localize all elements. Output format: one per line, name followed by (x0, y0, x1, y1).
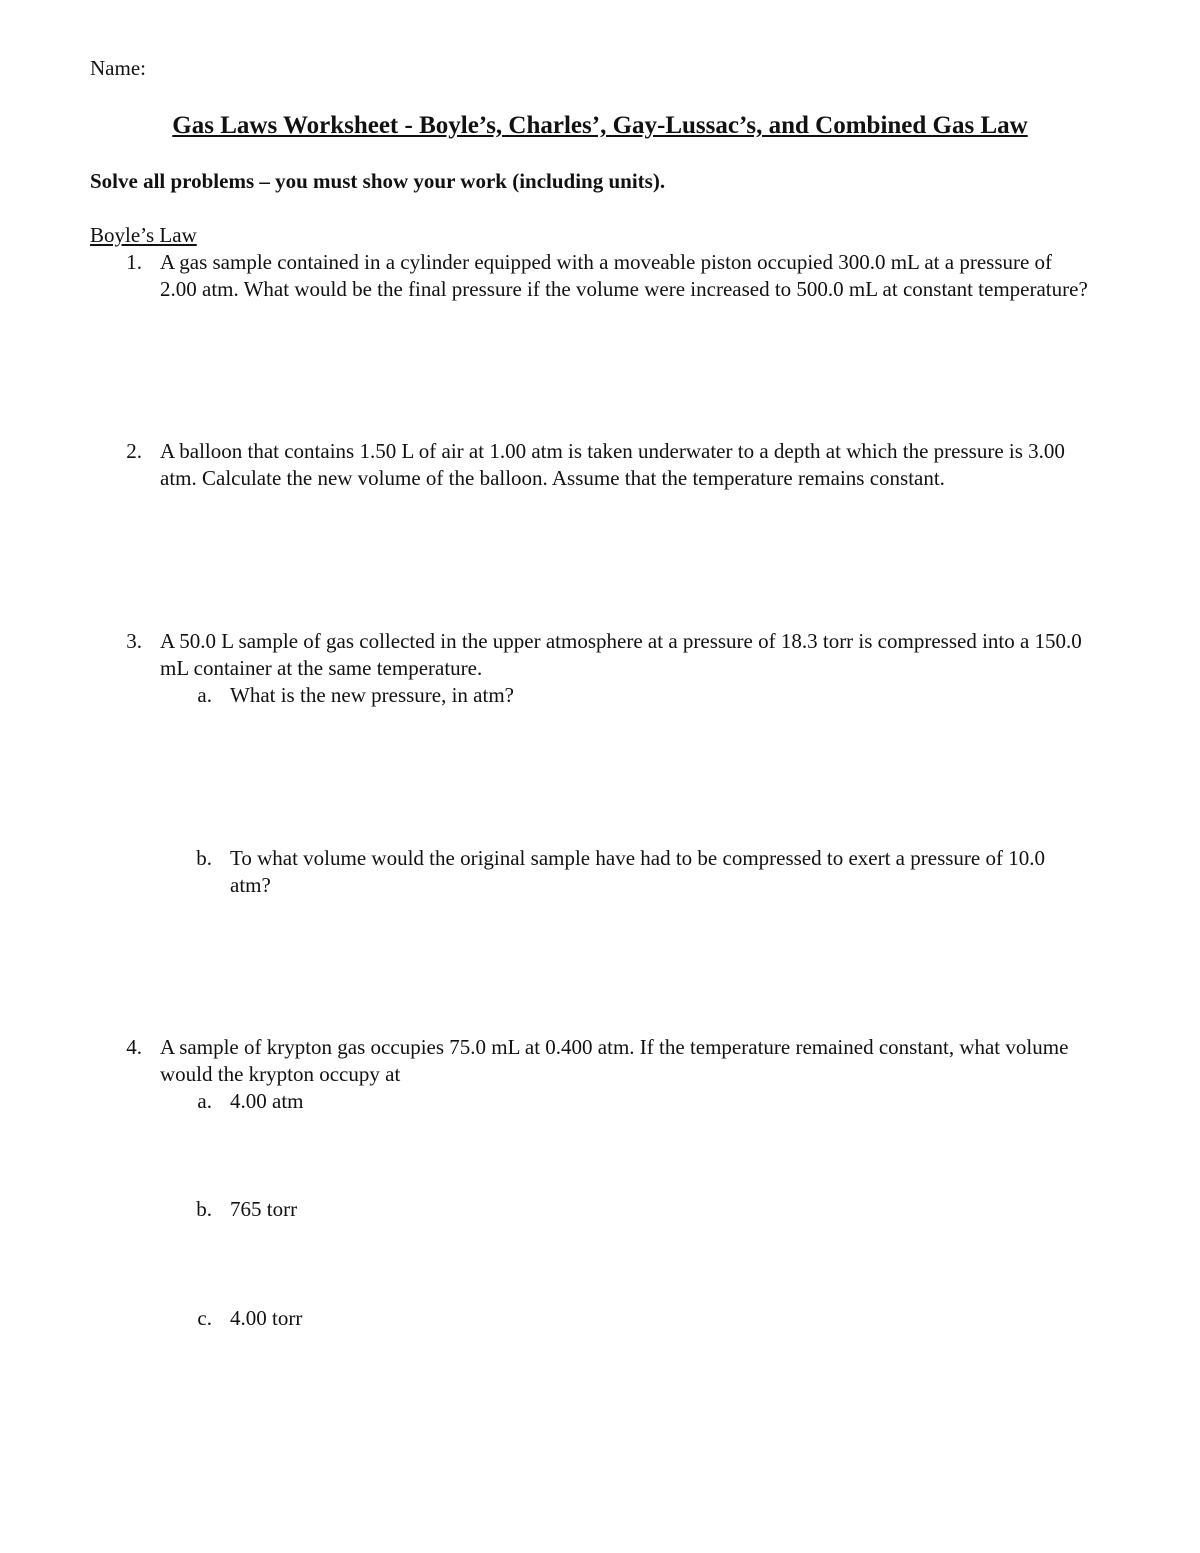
question-number: 1. (126, 250, 142, 274)
part-text: 4.00 torr (230, 1306, 303, 1330)
name-label: Name: (90, 56, 146, 80)
question-text: A sample of krypton gas occupies 75.0 mL at 0.400 atm. If the temperature remained constant, what volume would the krypton occupy at (160, 1035, 1069, 1086)
part-letter: c. (197, 1306, 212, 1330)
question-text: A gas sample contained in a cylinder equipped with a moveable piston occupied 300.0 mL at a pressure of 2.00 atm. What would be the final pressure if the volume were increased to 500.0 mL at constant temperature? (160, 250, 1088, 301)
part-letter: a. (197, 1089, 212, 1113)
part-letter: b. (196, 846, 212, 870)
part-letter: b. (196, 1197, 212, 1221)
instructions: Solve all problems – you must show your work (including units). (90, 169, 666, 193)
question-number: 4. (126, 1035, 142, 1059)
part-text: What is the new pressure, in atm? (230, 683, 514, 707)
question-number: 2. (126, 439, 142, 463)
part-text: 765 torr (230, 1197, 298, 1221)
part-text: To what volume would the original sample have had to be compressed to exert a pressure of 10.0 atm? (230, 846, 1045, 897)
question-text: A 50.0 L sample of gas collected in the upper atmosphere at a pressure of 18.3 torr is compressed into a 150.0 mL container at the same temperature. (160, 629, 1082, 680)
part-letter: a. (197, 683, 212, 707)
question-number: 3. (126, 629, 142, 653)
section-heading: Boyle’s Law (90, 223, 197, 247)
question-text: A balloon that contains 1.50 L of air at 1.00 atm is taken underwater to a depth at which the pressure is 3.00 atm. Calculate the new volume of the balloon. Assume that the temperature remains constant. (160, 439, 1065, 490)
page-title: Gas Laws Worksheet - Boyle’s, Charles’, Gay-Lussac’s, and Combined Gas Law (172, 112, 1028, 139)
part-text: 4.00 atm (230, 1089, 304, 1113)
